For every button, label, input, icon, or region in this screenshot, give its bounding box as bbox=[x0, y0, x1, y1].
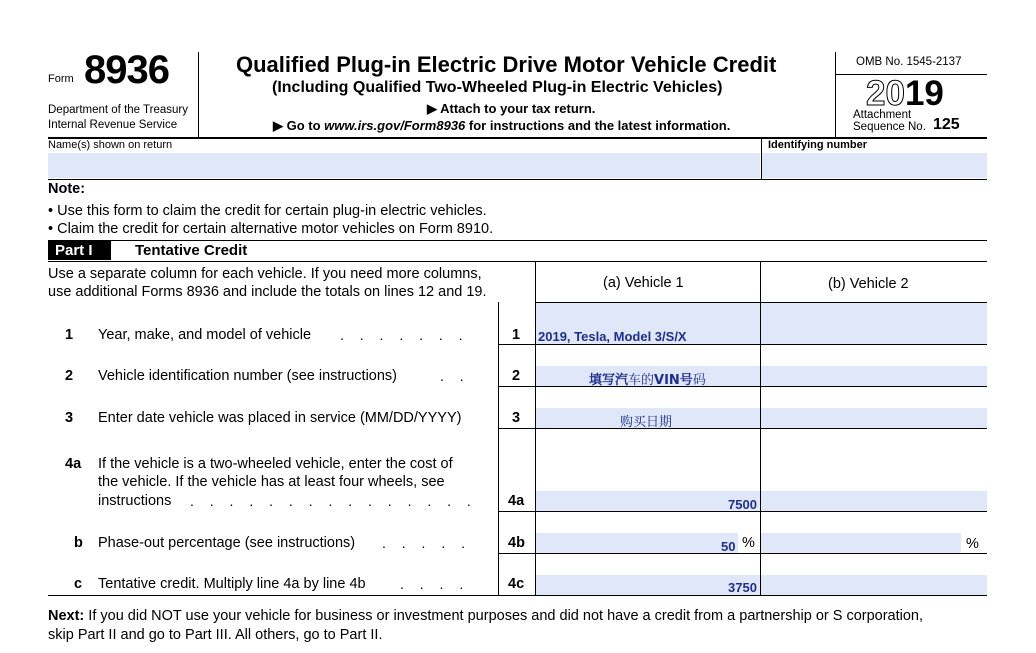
part1-tag-text: Part I bbox=[55, 242, 93, 259]
line-3-vehicle1-value: 购买日期 bbox=[620, 415, 673, 430]
form-subtitle: (Including Qualified Two-Wheeled Plug-in Electric Vehicles) bbox=[272, 79, 723, 96]
line-4b-vehicle1-input[interactable] bbox=[536, 533, 738, 553]
department-line: Department of the Treasury bbox=[48, 104, 188, 116]
line-4c-label: Tentative credit. Multiply line 4a by line 4b bbox=[98, 576, 366, 592]
line-4a-vehicle1-value: 7500 bbox=[728, 497, 757, 512]
form-number: 8936 bbox=[84, 48, 169, 92]
line-2-vehicle1-value: 填写汽车的VIN号码 bbox=[589, 373, 706, 388]
line-2-number: 2 bbox=[65, 368, 74, 384]
line-1-number: 1 bbox=[65, 327, 74, 343]
line-3-label: Enter date vehicle was placed in service (MM/DD/YYYY) bbox=[98, 410, 462, 426]
line-4a-box-label: 4a bbox=[508, 493, 525, 509]
line-4a-number: 4a bbox=[65, 456, 82, 472]
goto-instruction: ▶ Go to www.irs.gov/Form8936 for instructions and the latest information. bbox=[273, 118, 731, 133]
line-4c-vehicle2-input[interactable] bbox=[761, 575, 987, 595]
line-1-label: Year, make, and model of vehicle bbox=[98, 327, 312, 343]
line-4b-box-label: 4b bbox=[508, 535, 525, 551]
name-label: Name(s) shown on return bbox=[48, 139, 173, 151]
line-4a-label-3: instructions bbox=[98, 493, 172, 509]
line-1-box-label: 1 bbox=[512, 327, 521, 343]
part1-intro-line1: Use a separate column for each vehicle. If you need more columns, bbox=[48, 266, 482, 282]
sequence-label: Sequence No. bbox=[853, 121, 926, 133]
tax-year: 2019 bbox=[866, 74, 944, 113]
attach-instruction: ▶ Attach to your tax return. bbox=[427, 101, 596, 116]
column-b-heading: (b) Vehicle 2 bbox=[828, 276, 909, 292]
sequence-number: 125 bbox=[933, 116, 960, 133]
line-4a-label-2: the vehicle. If the vehicle has at least four wheels, see bbox=[98, 474, 445, 490]
line-4b-number: b bbox=[74, 535, 83, 551]
line-1-vehicle2-input[interactable] bbox=[761, 303, 987, 344]
leader-dots: . . bbox=[440, 368, 470, 384]
leader-dots: . . . . bbox=[400, 576, 470, 592]
line-2-label: Vehicle identification number (see instructions) bbox=[98, 368, 398, 384]
note-bullet-2: • Claim the credit for certain alternative motor vehicles on Form 8910. bbox=[48, 221, 494, 237]
agency-line: Internal Revenue Service bbox=[48, 119, 178, 131]
line-3-box-label: 3 bbox=[512, 410, 521, 426]
line-2-box-label: 2 bbox=[512, 368, 521, 384]
irs-link[interactable]: www.irs.gov/Form8936 bbox=[324, 118, 466, 133]
line-4b-vehicle1-percent: % bbox=[742, 535, 755, 551]
line-4b-label: Phase-out percentage (see instructions) bbox=[98, 535, 356, 551]
form-word: Form bbox=[48, 73, 74, 85]
line-4c-number: c bbox=[74, 576, 83, 592]
line-4a-label-1: If the vehicle is a two-wheeled vehicle, enter the cost of bbox=[98, 456, 453, 472]
note-bullet-1: • Use this form to claim the credit for certain plug-in electric vehicles. bbox=[48, 203, 487, 219]
next-instruction-line2: skip Part II and go to Part III. All others, go to Part II. bbox=[48, 627, 383, 643]
line-4b-vehicle1-value: 50 bbox=[721, 539, 736, 554]
line-1-vehicle1-value: 2019, Tesla, Model 3/S/X bbox=[538, 329, 687, 344]
column-a-heading: (a) Vehicle 1 bbox=[603, 275, 684, 291]
omb-number: OMB No. 1545-2137 bbox=[856, 56, 962, 68]
leader-dots: . . . . . bbox=[382, 535, 472, 551]
line-4b-vehicle2-input[interactable] bbox=[761, 533, 961, 553]
identifying-number-label: Identifying number bbox=[768, 139, 867, 151]
line-3-vehicle2-input[interactable] bbox=[761, 408, 987, 428]
line-4a-vehicle2-input[interactable] bbox=[761, 491, 987, 511]
leader-dots: . . . . . . . . . . . . . . . bbox=[190, 493, 477, 509]
next-instruction: Next: If you did NOT use your vehicle for business or investment purposes and did not have a credit from a partnership or S corporation, bbox=[48, 608, 924, 624]
line-4c-box-label: 4c bbox=[508, 576, 525, 592]
line-3-number: 3 bbox=[65, 410, 74, 426]
line-4a-vehicle1-input[interactable] bbox=[536, 491, 760, 511]
part1-intro-line2: use additional Forms 8936 and include the totals on lines 12 and 19. bbox=[48, 284, 487, 300]
name-input[interactable] bbox=[48, 153, 760, 178]
line-4c-vehicle1-input[interactable] bbox=[536, 575, 760, 595]
line-2-vehicle2-input[interactable] bbox=[761, 366, 987, 386]
part1-title: Tentative Credit bbox=[135, 242, 248, 259]
line-4b-vehicle2-percent: % bbox=[966, 536, 979, 552]
identifying-number-input[interactable] bbox=[762, 153, 987, 178]
line-4c-vehicle1-value: 3750 bbox=[728, 580, 757, 595]
leader-dots: . . . . . . . bbox=[340, 327, 469, 343]
note-heading: Note: bbox=[48, 181, 86, 197]
attachment-label: Attachment bbox=[853, 109, 912, 121]
form-title: Qualified Plug-in Electric Drive Motor Vehicle Credit bbox=[236, 52, 777, 77]
